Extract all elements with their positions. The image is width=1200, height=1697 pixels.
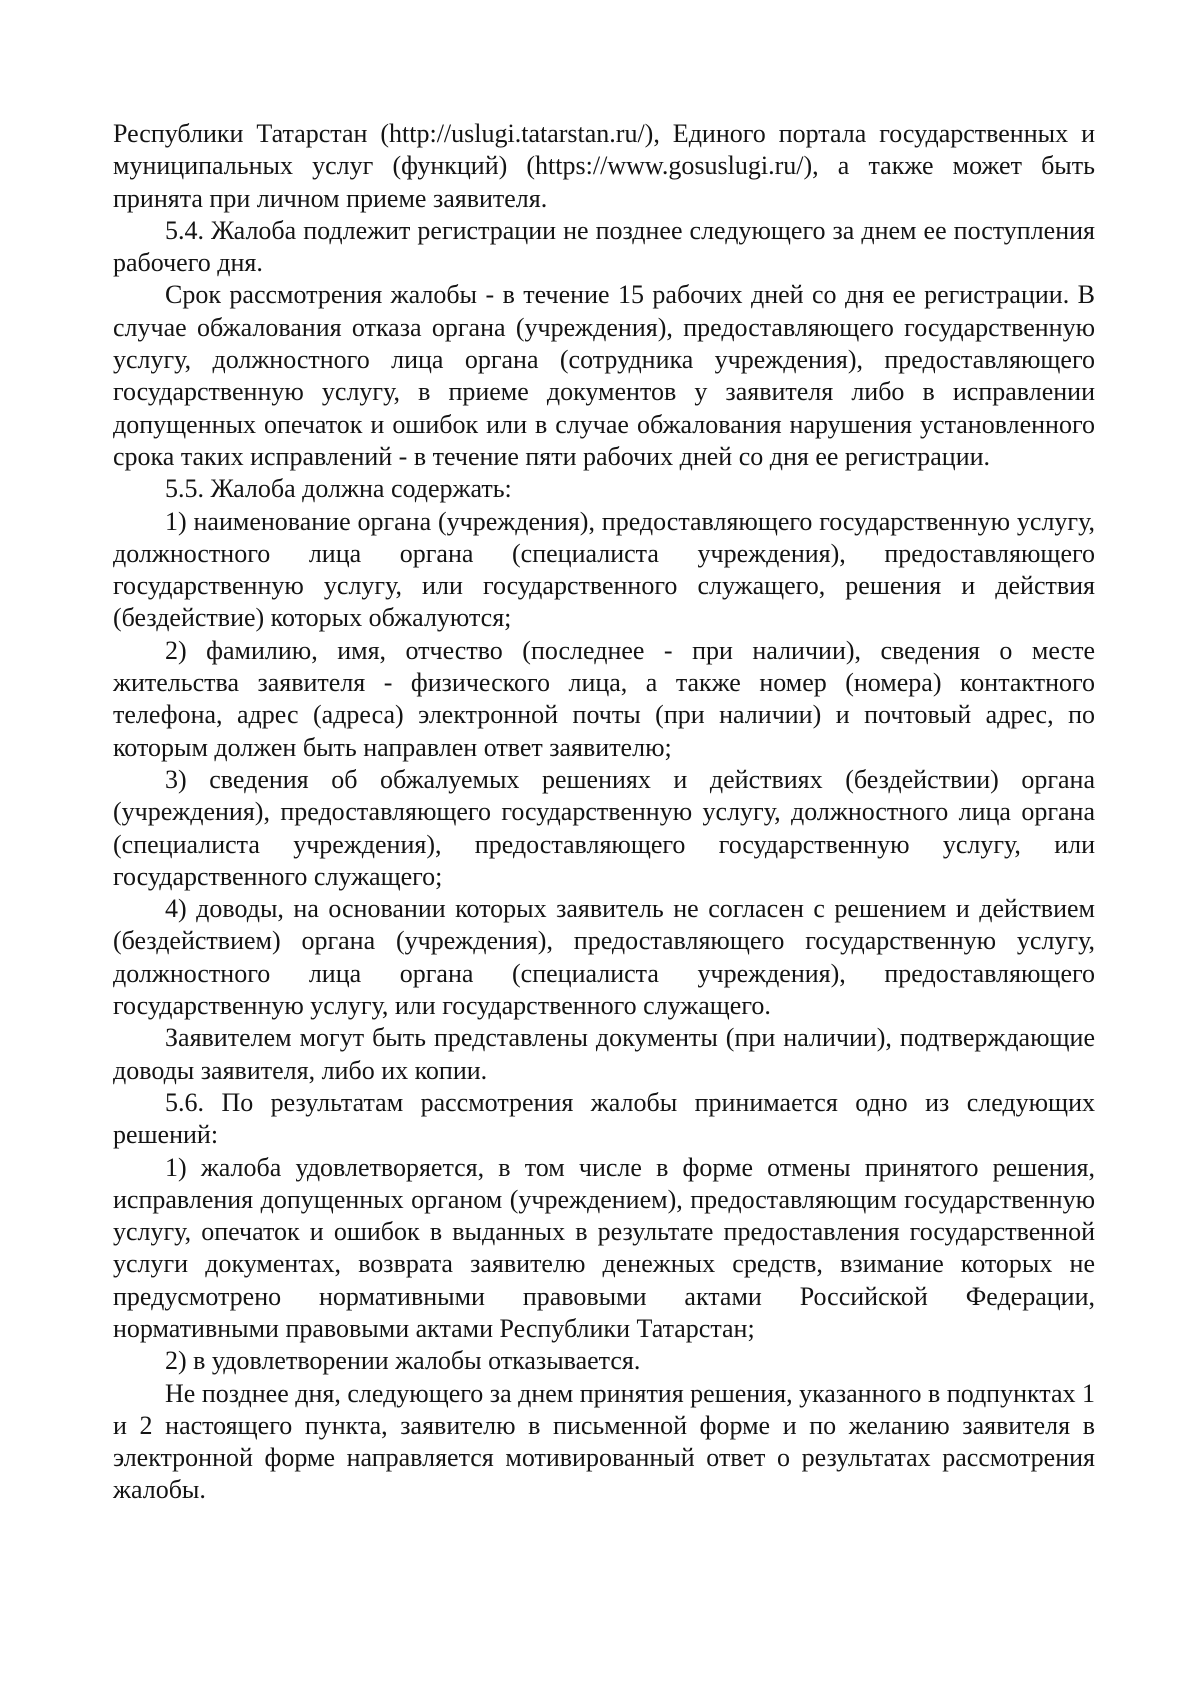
paragraph-5-5-item-1: 1) наименование органа (учреждения), предоставляющего государственную услугу, должностного лица органа (специалиста учреждения), предоставляющего государственную услугу, или государственного служащего, решения и действия (бездействие) которых обжалуются; <box>113 506 1095 633</box>
document-body <box>113 118 1095 1507</box>
paragraph-5-5: 5.5. Жалоба должна содержать: <box>165 474 512 504</box>
paragraph-5-5-item-2: 2) фамилию, имя, отчество (последнее - при наличии), сведения о месте жительства заявителя - физического лица, а также номер (номера) контактного телефона, адрес (адреса) электронной почты (при наличии) и почтовый адрес, по которым должен быть направлен ответ заявителю; <box>113 635 1095 762</box>
paragraph-5-4: 5.4. Жалоба подлежит регистрации не позднее следующего за днем ее поступления рабочего дня. <box>113 215 1095 278</box>
paragraph-review-period: Срок рассмотрения жалобы - в течение 15 рабочих дней со дня ее регистрации. В случае обжалования отказа органа (учреждения), предоставляющего государственную услугу, должностного лица органа (сотрудника учреждения), предоставляющего государственную услугу, в приеме документов у заявителя либо в исправлении допущенных опечаток и ошибок или в случае обжалования нарушения установленного срока таких исправлений - в течение пяти рабочих дней со дня ее регистрации. <box>113 280 1095 471</box>
paragraph-5-5-item-4: 4) доводы, на основании которых заявитель не согласен с решением и действием (бездействием) органа (учреждения), предоставляющего государственную услугу, должностного лица органа (специалиста учреждения), предоставляющего государственную услугу, или государственного служащего. <box>113 894 1095 1021</box>
paragraph-5-6-item-1: 1) жалоба удовлетворяется, в том числе в форме отмены принятого решения, исправления допущенных органом (учреждением), предоставляющим государственную услугу, опечаток и ошибок в выданных в результате предоставления государственной услуги документах, возврата заявителю денежных средств, взимание которых не предусмотрено нормативными правовыми актами Российской Федерации, нормативными правовыми актами Республики Татарстан; <box>113 1152 1095 1343</box>
paragraph-continuation: Республики Татарстан (http://uslugi.tatarstan.ru/), Единого портала государственных и муниципальных услуг (функций) (https://www.gosuslugi.ru/), а также может быть принята при личном приеме заявителя. <box>113 119 1095 213</box>
paragraph-5-6-item-2: 2) в удовлетворении жалобы отказывается. <box>165 1346 641 1376</box>
paragraph-supporting-documents: Заявителем могут быть представлены документы (при наличии), подтверждающие доводы заявителя, либо их копии. <box>113 1023 1095 1085</box>
paragraph-5-5-item-3: 3) сведения об обжалуемых решениях и действиях (бездействии) органа (учреждения), предоставляющего государственную услугу, должностного лица органа (специалиста учреждения), предоставляющего государственную услугу, или государственного служащего; <box>113 764 1095 891</box>
paragraph-reasoned-response: Не позднее дня, следующего за днем принятия решения, указанного в подпунктах 1 и 2 настоящего пункта, заявителю в письменной форме и по желанию заявителя в электронной форме направляется мотивированный ответ о результатах рассмотрения жалобы. <box>113 1378 1096 1505</box>
paragraph-5-6: 5.6. По результатам рассмотрения жалобы принимается одно из следующих решений: <box>113 1087 1095 1150</box>
